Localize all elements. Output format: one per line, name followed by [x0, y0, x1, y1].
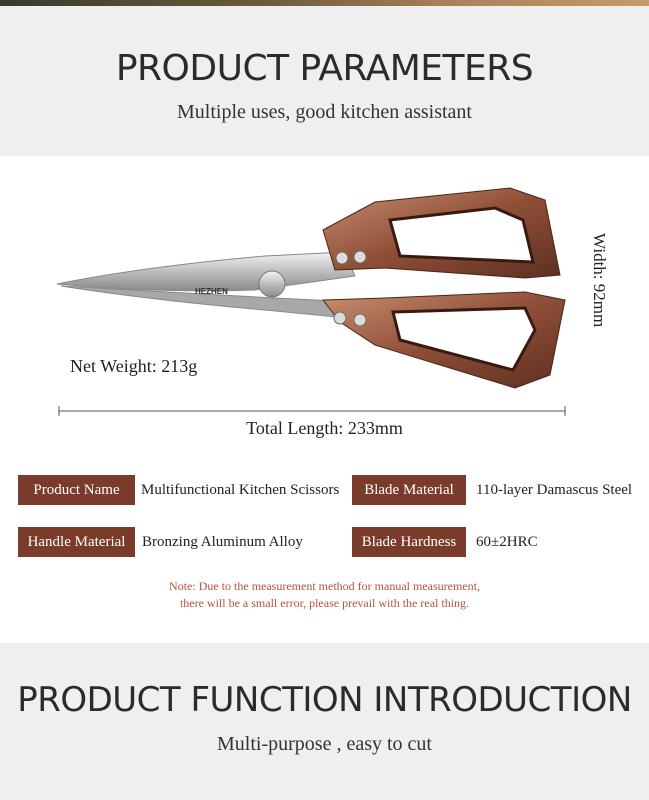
net-weight-label: Net Weight: 213g: [70, 356, 198, 376]
spec-value-product-name: Multifunctional Kitchen Scissors: [141, 482, 340, 498]
parameters-subtitle: Multiple uses, good kitchen assistant: [177, 101, 472, 123]
total-length-dimension-line: [55, 405, 575, 417]
spec-label-product-name: Product Name: [18, 475, 135, 505]
brand-mark: HEZHEN: [195, 287, 228, 296]
spec-value-blade-hardness: 60±2HRC: [476, 534, 538, 550]
spec-label-blade-hardness: Blade Hardness: [352, 527, 466, 557]
spec-value-blade-material: 110-layer Damascus Steel: [476, 482, 633, 498]
total-length-label: Total Length: 233mm: [246, 418, 403, 438]
function-subtitle: Multi-purpose , easy to cut: [217, 733, 432, 755]
parameters-header-band: [0, 6, 649, 156]
spec-value-handle-material: Bronzing Aluminum Alloy: [142, 534, 303, 550]
spec-label-handle-material: Handle Material: [18, 527, 135, 557]
measurement-note-line-2: there will be a small error, please prevail with the real thing.: [179, 596, 470, 610]
measurement-note-line-1: Note: Due to the measurement method for manual measurement,: [169, 579, 480, 593]
function-title: PRODUCT FUNCTION INTRODUCTION: [17, 680, 632, 720]
parameters-title: PRODUCT PARAMETERS: [115, 48, 534, 89]
function-header-band: [0, 643, 649, 800]
spec-label-blade-material: Blade Material: [352, 475, 466, 505]
width-label: Width: 92mm: [590, 233, 609, 328]
